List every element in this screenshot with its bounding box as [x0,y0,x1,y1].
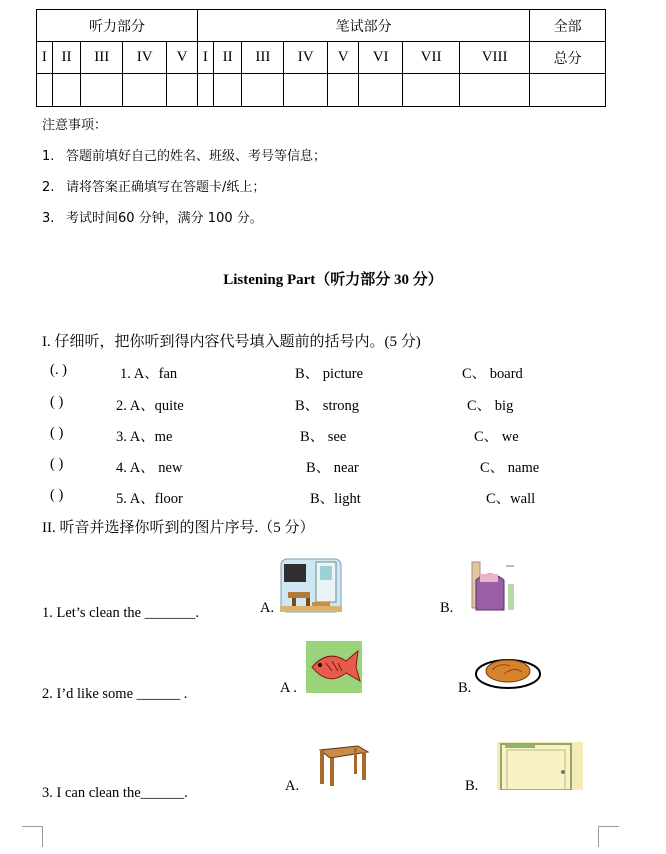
note-num: 3. [42,211,55,226]
writing-col: II [213,42,242,74]
writing-col: VIII [460,42,530,74]
page-corner-mark [598,826,619,847]
page-corner-mark [22,826,43,847]
option-b-label: B. [465,778,479,794]
score-cell[interactable] [123,74,167,107]
option-a: 3. A、me [116,429,173,445]
score-table [36,9,606,107]
score-cell[interactable] [359,74,403,107]
chicken-picture-icon[interactable] [474,652,542,692]
writing-col: V [328,42,359,74]
writing-header: 笔试部分 [198,10,530,42]
score-cell[interactable] [81,74,123,107]
option-a: 2. A、quite [116,398,184,414]
section1-title: I. 仔细听，把你听到得内容代号填入题前的括号内。(5 分) [42,334,421,350]
option-a: 5. A、floor [116,491,183,507]
listening-header: 听力部分 [37,10,198,42]
listening-col: IV [123,42,167,74]
answer-paren[interactable]: (. ) [50,362,67,378]
answer-paren[interactable]: ( ) [50,456,64,472]
door-picture-icon[interactable] [497,742,583,790]
score-cell[interactable] [460,74,530,107]
option-c: C、 we [474,429,519,445]
option-c: C、 board [462,366,523,382]
answer-paren[interactable]: ( ) [50,425,64,441]
score-cell[interactable] [284,74,328,107]
answer-paren[interactable]: ( ) [50,394,64,410]
total-label: 总分 [530,42,606,74]
option-b-label: B. [440,600,454,616]
option-c: C、 big [467,398,514,414]
writing-col: III [242,42,284,74]
writing-col: VI [359,42,403,74]
option-b: B、 picture [295,366,364,382]
option-a-label: A . [280,680,297,696]
score-cell[interactable] [37,74,53,107]
score-cell[interactable] [213,74,242,107]
note-text: 考试时间60 分钟，满分 100 分。 [66,211,263,226]
option-a-label: A. [285,778,300,794]
note-item [42,145,326,164]
notes-title: 注意事项： [42,118,108,133]
writing-col: IV [284,42,328,74]
note-num: 2. [42,180,55,195]
listening-col: V [167,42,198,74]
note-text: 答题前填好自己的姓名、班级、考号等信息； [66,149,327,164]
writing-col: I [198,42,214,74]
option-a: 1. A、fan [120,366,178,382]
all-header: 全部 [530,10,606,42]
note-num: 1. [42,149,55,164]
score-cell[interactable] [403,74,460,107]
note-item [42,207,263,226]
note-text: 请将答案正确填写在答题卡/纸上； [66,180,266,195]
option-a-label: A. [260,600,275,616]
desk-picture-icon[interactable] [318,740,370,786]
option-b: B、 near [306,460,359,476]
question-text: 1. Let’s clean the _______. [42,605,200,621]
question-text: 3. I can clean the______. [42,785,188,801]
score-cell[interactable] [198,74,214,107]
part-title: Listening Part（听力部分 30 分） [223,272,443,288]
score-cell[interactable] [328,74,359,107]
question-text: 2. I’d like some ______ . [42,686,188,702]
option-b: B、 strong [295,398,360,414]
score-cell[interactable] [530,74,606,107]
answer-paren[interactable]: ( ) [50,487,64,503]
fish-picture-icon[interactable] [306,641,362,693]
listening-col: III [81,42,123,74]
option-a: 4. A、 new [116,460,183,476]
writing-col: VII [403,42,460,74]
note-item [42,176,265,195]
classroom-picture-icon[interactable] [280,558,342,613]
score-cell[interactable] [167,74,198,107]
option-b-label: B. [458,680,472,696]
score-cell[interactable] [52,74,81,107]
section2-title: II. 听音并选择你听到的图片序号.（5 分） [42,520,315,536]
option-c: C、wall [486,491,536,507]
listening-col: II [52,42,81,74]
bedroom-picture-icon[interactable] [470,560,516,614]
option-b: B、light [310,491,361,507]
score-cell[interactable] [242,74,284,107]
listening-col: I [37,42,53,74]
option-c: C、 name [480,460,540,476]
option-b: B、 see [300,429,347,445]
